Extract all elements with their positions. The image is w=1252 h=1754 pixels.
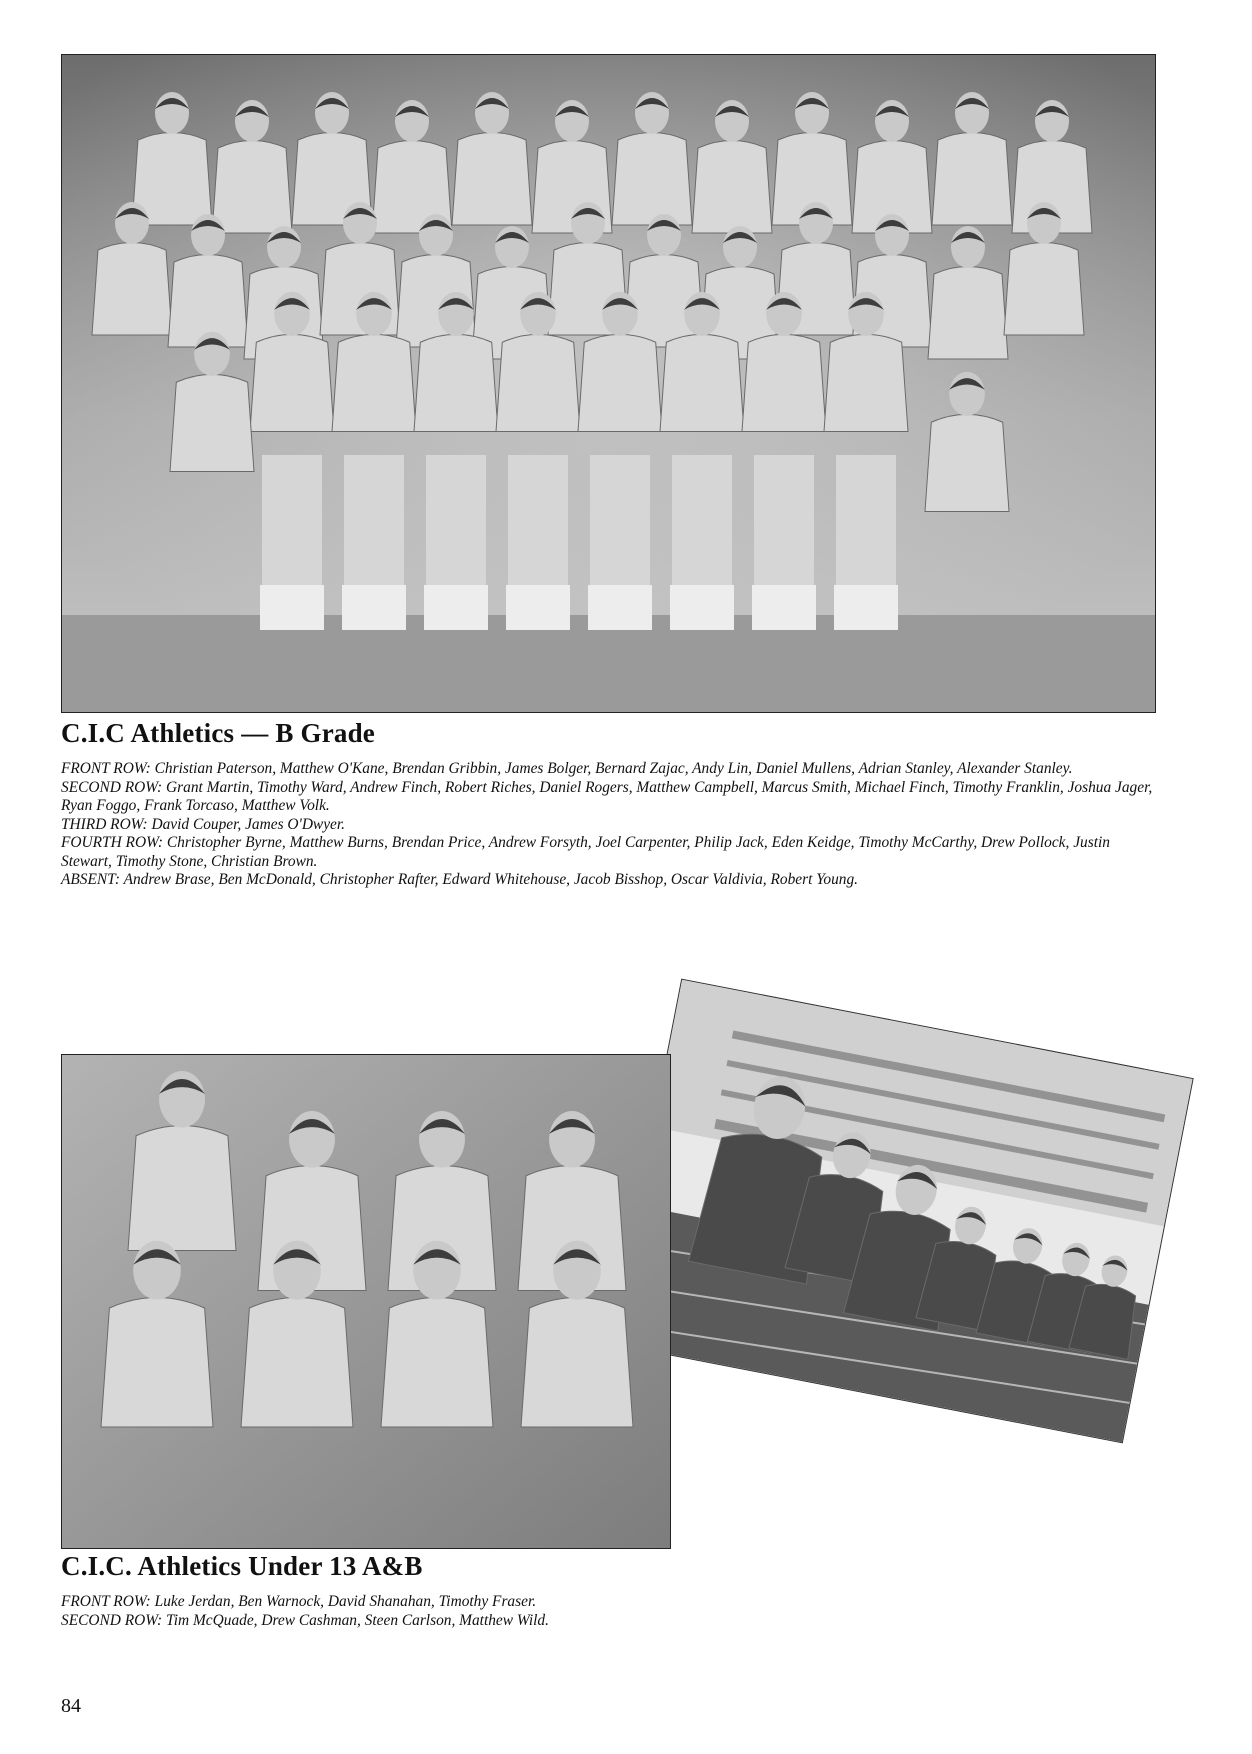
shoes [424, 585, 488, 630]
row-names: Luke Jerdan, Ben Warnock, David Shanahan, Timothy Fraser. [154, 1593, 537, 1610]
b-grade-third-row [61, 816, 1156, 835]
row-label: THIRD ROW: [61, 815, 148, 833]
row-names: Tim McQuade, Drew Cashman, Steen Carlson, Matthew Wild. [166, 1611, 549, 1629]
row-label: SECOND ROW: [61, 778, 163, 796]
b-grade-team-photo [61, 54, 1156, 713]
row-label: FOURTH ROW: [61, 834, 164, 851]
shoes [588, 585, 652, 630]
shoes [752, 585, 816, 630]
legs [344, 455, 404, 585]
legs [508, 455, 568, 585]
row-names: Christian Paterson, Matthew O'Kane, Brendan Gribbin, James Bolger, Bernard Zajac, Andy Lin, Daniel Mullens, Adrian Stanley, Alexander Stanley. [154, 760, 1073, 777]
b-grade-caption [61, 760, 1156, 890]
b-grade-fourth-row [61, 834, 1156, 871]
under-13-team-photo [61, 1054, 671, 1549]
row-names: Christopher Byrne, Matthew Burns, Brendan Price, Andrew Forsyth, Joel Carpenter, Philip Jack, Eden Keidge, Timothy McCarthy, Drew Pollock, Justin Stewart, Timothy Stone, Christian Brown. [61, 834, 1110, 870]
b-grade-heading: C.I.C Athletics — B Grade [61, 718, 375, 748]
legs [426, 455, 486, 585]
running-action-photo [610, 979, 1193, 1444]
shoes [342, 585, 406, 630]
legs [672, 455, 732, 585]
under-13-caption [61, 1593, 1156, 1630]
shoes [670, 585, 734, 630]
page-number: 84 [61, 1695, 81, 1717]
shoes [260, 585, 324, 630]
b-grade-second-row [61, 779, 1156, 816]
legs [262, 455, 322, 585]
row-names: Andrew Brase, Ben McDonald, Christopher Rafter, Edward Whitehouse, Jacob Bisshop, Oscar Valdivia, Robert Young. [123, 871, 858, 888]
under-13-heading: C.I.C. Athletics Under 13 A&B [61, 1551, 423, 1581]
legs [754, 455, 814, 585]
running-photo-image [611, 980, 1192, 1442]
under-13-front-row [61, 1593, 1156, 1612]
under-13-second-row [61, 1612, 1156, 1631]
b-grade-photo-image [62, 55, 1155, 712]
legs [836, 455, 896, 585]
shoes [506, 585, 570, 630]
row-label: FRONT ROW: [61, 760, 151, 777]
legs [590, 455, 650, 585]
under-13-photo-image [62, 1055, 670, 1548]
row-label: FRONT ROW: [61, 1593, 151, 1610]
row-names: David Couper, James O'Dwyer. [151, 815, 345, 833]
row-label: ABSENT: [61, 871, 120, 888]
row-label: SECOND ROW: [61, 1611, 163, 1629]
b-grade-front-row [61, 760, 1156, 779]
b-grade-absent [61, 871, 1156, 890]
row-names: Grant Martin, Timothy Ward, Andrew Finch, Robert Riches, Daniel Rogers, Matthew Campbell, Marcus Smith, Michael Finch, Timothy Franklin, Joshua Jager, Ryan Foggo, Frank Torcaso, Matthew Volk. [61, 778, 1153, 814]
shoes [834, 585, 898, 630]
